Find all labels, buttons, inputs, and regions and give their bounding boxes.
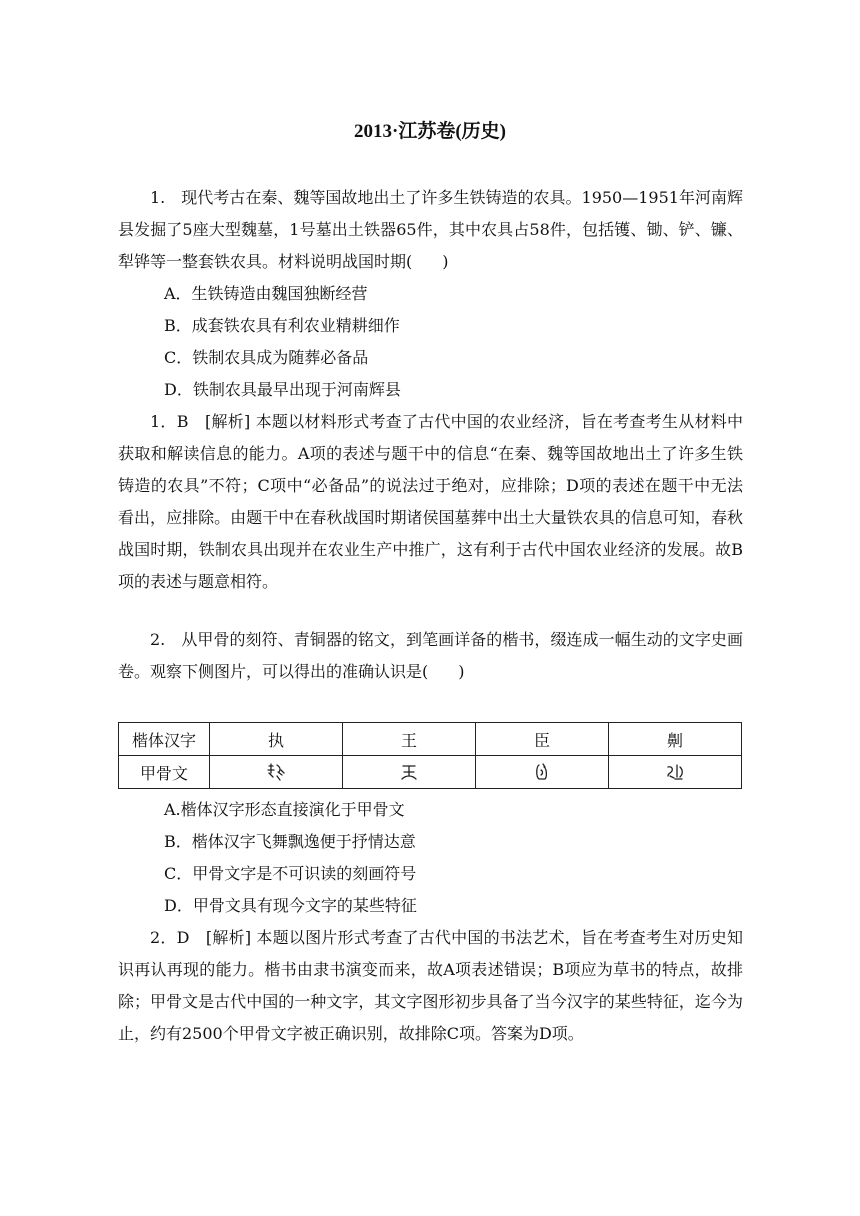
kaishu-char-wang: 王 (343, 723, 476, 756)
question-1-stem-text: 1. 现代考古在秦、魏等国故地出土了许多生铁铸造的农具。1950—1951年河南辉县发掘了5座大型魏墓，1号墓出土铁器65件，其中农具占58件，包括镬、锄、铲、镰、犁铧等一整套铁农具。材料说明战国时期( (118, 188, 743, 271)
question-1-option-c: C．铁制农具成为随葬必备品 (164, 348, 369, 367)
question-1-analysis-tag: [解析] (204, 412, 251, 431)
page-title: 2013·江苏卷(历史) (354, 121, 506, 142)
question-2-option-c: C．甲骨文字是不可识读的刻画符号 (164, 864, 417, 883)
question-2-analysis (118, 922, 743, 1050)
oracle-cell-chen (476, 756, 609, 789)
kaishu-char-yi: 劓 (609, 723, 742, 756)
question-1-analysis-text: 本题以材料形式考查了古代中国的农业经济，旨在考查考生从材料中获取和解读信息的能力。A项的表述与题干中的信息“在秦、魏等国故地出土了许多生铁铸造的农具”不符；C项中“必备品”的说法过于绝对，应排除；D项的表述在题干中无法看出，应排除。由题干中在春秋战国时期诸侯国墓葬中出土大量铁农具的信息可知，春秋战国时期，铁制农具出现并在农业生产中推广，这有利于古代中国农业经济的发展。故B项的表述与题意相符。 (118, 412, 743, 591)
row-head-oracle: 甲骨文 (119, 756, 210, 789)
character-comparison-table (118, 722, 742, 789)
question-1-option-d: D．铁制农具最早出现于河南辉县 (164, 380, 401, 399)
question-2-stem (118, 624, 743, 688)
question-1-answer: 1．B (150, 412, 205, 431)
question-2-answer: 2．D (150, 928, 206, 947)
oracle-cell-zhi (210, 756, 343, 789)
oracle-zhi-icon (265, 761, 287, 783)
question-2-stem-text: 2. 从甲骨的刻符、青铜器的铭文，到笔画详备的楷书，缀连成一幅生动的文字史画卷。观察下侧图片，可以得出的准确认识是( (118, 630, 743, 681)
question-2-analysis-text: 本题以图片形式考查了古代中国的书法艺术，旨在考查考生对历史知识再认再现的能力。楷书由隶书演变而来，故A项表述错误；B项应为草书的特点，故排除；甲骨文是古代中国的一种文字，其文字图形初步具备了当今汉字的某些特征，迄今为止，约有2500个甲骨文字被正确识别，故排除C项。答案为D项。 (118, 928, 743, 1043)
question-2-option-a: A.楷体汉字形态直接演化于甲骨文 (164, 800, 405, 819)
kaishu-char-chen: 臣 (476, 723, 609, 756)
kaishu-char-zhi: 执 (210, 723, 343, 756)
oracle-wang-icon (398, 761, 420, 783)
question-1-analysis (118, 406, 743, 598)
oracle-cell-yi (609, 756, 742, 789)
question-2-option-b: B．楷体汉字飞舞飘逸便于抒情达意 (164, 832, 416, 851)
question-2-stem-close: ) (458, 662, 465, 681)
oracle-chen-icon (531, 761, 553, 783)
oracle-yi-icon (664, 761, 686, 783)
table-row (119, 723, 742, 756)
question-2 (118, 794, 743, 1050)
question-1-option-a: A．生铁铸造由魏国独断经营 (164, 284, 368, 303)
oracle-cell-wang (343, 756, 476, 789)
table-row (119, 756, 742, 789)
question-2-option-d: D．甲骨文具有现今文字的某些特征 (164, 896, 417, 915)
question-2-stem-block (118, 624, 743, 688)
row-head-kaishu: 楷体汉字 (119, 723, 210, 756)
question-1 (118, 182, 743, 598)
question-1-stem (118, 182, 743, 278)
question-2-analysis-tag: [解析] (205, 928, 252, 947)
question-1-option-b: B．成套铁农具有利农业精耕细作 (164, 316, 400, 335)
question-1-stem-close: ) (442, 252, 449, 271)
